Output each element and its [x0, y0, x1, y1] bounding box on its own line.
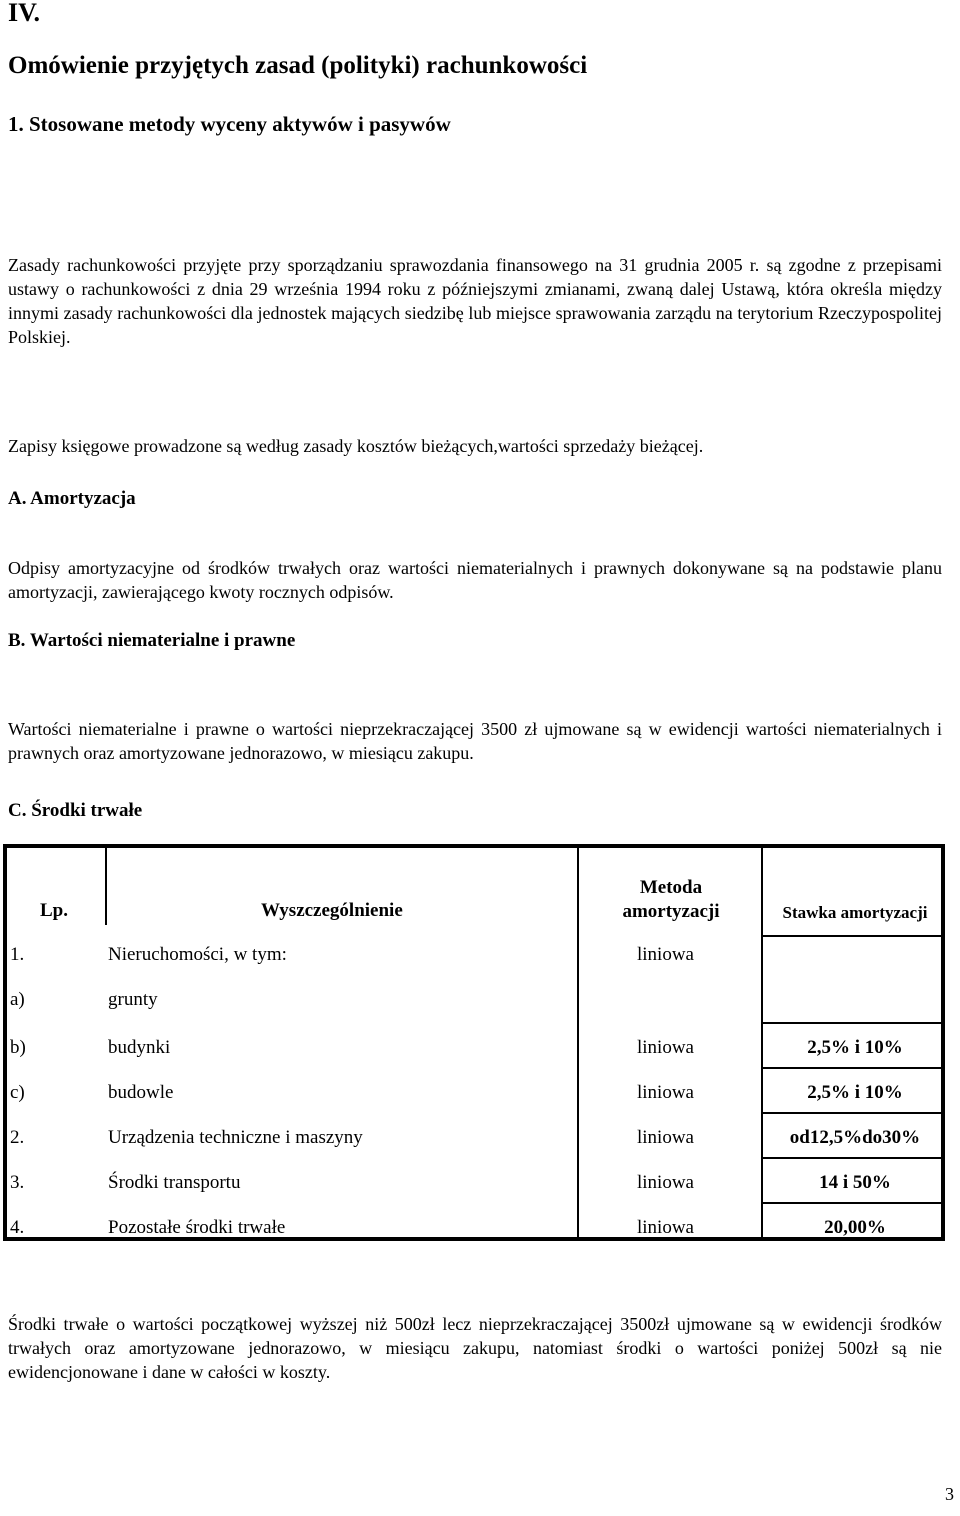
row-description: budynki [108, 1037, 171, 1058]
page-number: 3 [945, 1484, 954, 1504]
row-number: a) [10, 989, 25, 1010]
row-method: liniowa [637, 1217, 694, 1238]
header-method-line2: amortyzacji [622, 901, 720, 922]
row-rate: 2,5% i 10% [807, 1037, 903, 1058]
fixed-assets-table [3, 844, 945, 1241]
row-description: Nieruchomości, w tym: [108, 944, 287, 965]
row-number: 2. [10, 1127, 25, 1148]
table-divider [761, 848, 763, 1237]
header-description: Wyszczególnienie [261, 900, 403, 921]
section-title: 1. Stosowane metody wyceny aktywów i pasywów [8, 112, 451, 136]
table-divider [761, 1022, 941, 1024]
table-divider [577, 848, 579, 1237]
table-divider [761, 1112, 941, 1114]
row-rate: 2,5% i 10% [807, 1082, 903, 1103]
row-description: Środki transportu [108, 1172, 241, 1193]
row-method: liniowa [637, 944, 694, 965]
table-divider [761, 1157, 941, 1159]
header-method [581, 876, 761, 924]
row-number: b) [10, 1037, 26, 1058]
section-a-heading: A. Amortyzacja [8, 488, 136, 509]
table-divider [761, 1202, 941, 1204]
row-number: 4. [10, 1217, 25, 1238]
row-method: liniowa [637, 1037, 694, 1058]
intangibles-paragraph: Wartości niematerialne i prawne o wartości nieprzekraczającej 3500 zł ujmowane są w ewidencji wartości niematerialnych i prawnych oraz amortyzowane jednorazowo, w miesiącu zakupu. [8, 719, 942, 763]
row-rate: 14 i 50% [819, 1172, 891, 1193]
section-b-heading: B. Wartości niematerialne i prawne [8, 630, 296, 651]
header-method-line1: Metoda [639, 877, 703, 898]
row-number: c) [10, 1082, 25, 1103]
fixed-assets-paragraph: Środki trwałe o wartości początkowej wyższej niż 500zł lecz nieprzekraczającej 3500zł ujmowane są w ewidencji środków trwałych oraz amortyzowane jednorazowo, w miesiącu zakupu, natomiast środki o wartości poniżej 500zł są nie ewidencjonowane i dane w całości w koszty. [8, 1314, 942, 1382]
records-paragraph: Zapisy księgowe prowadzone są według zasady kosztów bieżących,wartości sprzedaży bieżącej. [8, 436, 704, 456]
row-rate: od12,5%do30% [789, 1127, 921, 1148]
chapter-number: IV. [8, 0, 41, 27]
row-method: liniowa [637, 1082, 694, 1103]
table-divider [761, 935, 941, 937]
header-lp: Lp. [40, 900, 68, 921]
section-c-heading: C. Środki trwałe [8, 800, 143, 821]
table-divider [105, 848, 107, 925]
intro-paragraph: Zasady rachunkowości przyjęte przy sporządzaniu sprawozdania finansowego na 31 grudnia 2005 r. są zgodne z przepisami ustawy o rachunkowości z dnia 29 września 1994 roku z późniejszymi zmianami, zwaną dalej Ustawą, która określa między innymi zasady rachunkowości dla jednostek mających siedzibę lub miejsce sprawowania zarządu na terytorium Rzeczypospolitej Polskiej. [8, 255, 942, 347]
row-number: 1. [10, 944, 25, 965]
amortization-paragraph: Odpisy amortyzacyjne od środków trwałych oraz wartości niematerialnych i prawnych dokonywane są na podstawie planu amortyzacji, zawierającego kwoty rocznych odpisów. [8, 558, 942, 602]
header-rate: Stawka amortyzacji [782, 903, 928, 922]
chapter-title: Omówienie przyjętych zasad (polityki) rachunkowości [8, 52, 588, 79]
row-description: grunty [108, 989, 158, 1010]
row-description: Pozostałe środki trwałe [108, 1217, 286, 1238]
table-divider [761, 1067, 941, 1069]
row-method: liniowa [637, 1127, 694, 1148]
row-description: budowle [108, 1082, 174, 1103]
row-rate: 20,00% [824, 1217, 886, 1238]
row-method: liniowa [637, 1172, 694, 1193]
row-number: 3. [10, 1172, 25, 1193]
row-description: Urządzenia techniczne i maszyny [108, 1127, 363, 1148]
